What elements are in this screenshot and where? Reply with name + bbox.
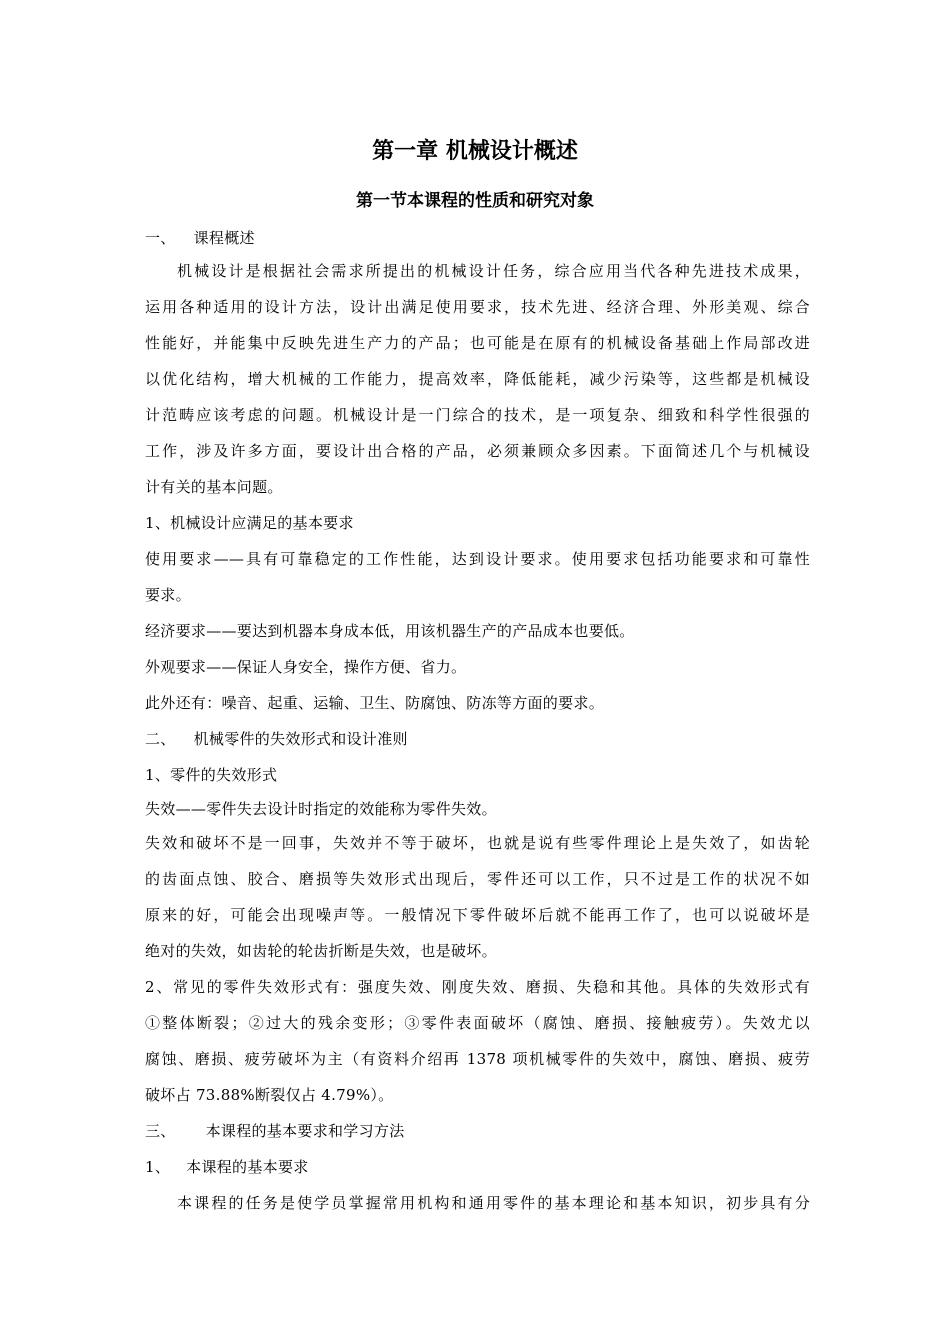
subheading-text: 本课程的基本要求: [186, 1158, 309, 1176]
paragraph-line: ①整体断裂；②过大的残余变形；③零件表面破坏（腐蚀、磨损、接触疲劳）。失效尤以: [145, 1014, 810, 1032]
chapter-title: 第一章 机械设计概述: [372, 138, 578, 164]
paragraph-line: 失效——零件失去设计时指定的效能称为零件失效。: [145, 800, 497, 818]
paragraph-line: 计有关的基本问题。: [145, 478, 283, 496]
paragraph-line: 工作，涉及许多方面，要设计出合格的产品，必须兼顾众多因素。下面简述几个与机械设: [145, 442, 810, 460]
subheading: [145, 1155, 810, 1179]
section-title: 第一节本课程的性质和研究对象: [356, 191, 594, 211]
heading-1-number: 一、: [145, 229, 176, 247]
paragraph-line: 以优化结构，增大机械的工作能力，提高效率，降低能耗，减少污染等，这些都是机械设: [145, 370, 810, 388]
paragraph-line: 要求。: [145, 586, 191, 604]
heading-1-text: 课程概述: [193, 229, 255, 247]
heading-1: [145, 226, 810, 250]
paragraph-line: 本课程的任务是使学员掌握常用机构和通用零件的基本理论和基本知识，初步具有分: [177, 1194, 810, 1212]
paragraph-line: 的齿面点蚀、胶合、磨损等失效形式出现后，零件还可以工作，只不过是工作的状况不如: [145, 870, 810, 888]
paragraph-line: 绝对的失效，如齿轮的轮齿折断是失效，也是破坏。: [145, 942, 497, 960]
paragraph-line: 计范畴应该考虑的问题。机械设计是一门综合的技术，是一项复杂、细致和科学性很强的: [145, 406, 810, 424]
paragraph-line: 机械设计是根据社会需求所提出的机械设计任务，综合应用当代各种先进技术成果，: [177, 262, 810, 280]
paragraph-line: 性能好，并能集中反映先进生产力的产品；也可能是在原有的机械设备基础上作局部改进: [145, 334, 810, 352]
paragraph-line: 原来的好，可能会出现噪声等。一般情况下零件破坏后就不能再工作了，也可以说破坏是: [145, 906, 810, 924]
subheading: 1、零件的失效形式: [145, 766, 278, 784]
paragraph-line: 此外还有：噪音、起重、运输、卫生、防腐蚀、防冻等方面的要求。: [145, 694, 605, 712]
subheading-number: 1、: [145, 1158, 171, 1176]
paragraph-line: 运用各种适用的设计方法，设计出满足使用要求，技术先进、经济合理、外形美观、综合: [145, 298, 810, 316]
paragraph-line: 外观要求——保证人身安全，操作方便、省力。: [145, 658, 467, 676]
paragraph-line: 破坏占 73.88%断裂仅占 4.79%）。: [145, 1086, 394, 1104]
heading-3: [145, 1119, 810, 1143]
heading-2-text: 机械零件的失效形式和设计准则: [193, 730, 408, 748]
heading-3-number: 三、: [145, 1122, 176, 1140]
paragraph-line: 腐蚀、磨损、疲劳破坏为主（有资料介绍再 1378 项机械零件的失效中，腐蚀、磨损、疲劳: [145, 1050, 810, 1068]
paragraph-line: 失效和破坏不是一回事，失效并不等于破坏，也就是说有些零件理论上是失效了，如齿轮: [145, 834, 810, 852]
paragraph-line: 使用要求——具有可靠稳定的工作性能，达到设计要求。使用要求包括功能要求和可靠性: [145, 550, 810, 568]
subheading: 1、机械设计应满足的基本要求: [145, 514, 354, 532]
paragraph-line: 经济要求——要达到机器本身成本低，用该机器生产的产品成本也要低。: [145, 622, 635, 640]
paragraph-line: 2、常见的零件失效形式有：强度失效、刚度失效、磨损、失稳和其他。具体的失效形式有: [145, 978, 810, 996]
heading-2: [145, 727, 810, 751]
heading-2-number: 二、: [145, 730, 176, 748]
heading-3-text: 本课程的基本要求和学习方法: [205, 1122, 405, 1140]
